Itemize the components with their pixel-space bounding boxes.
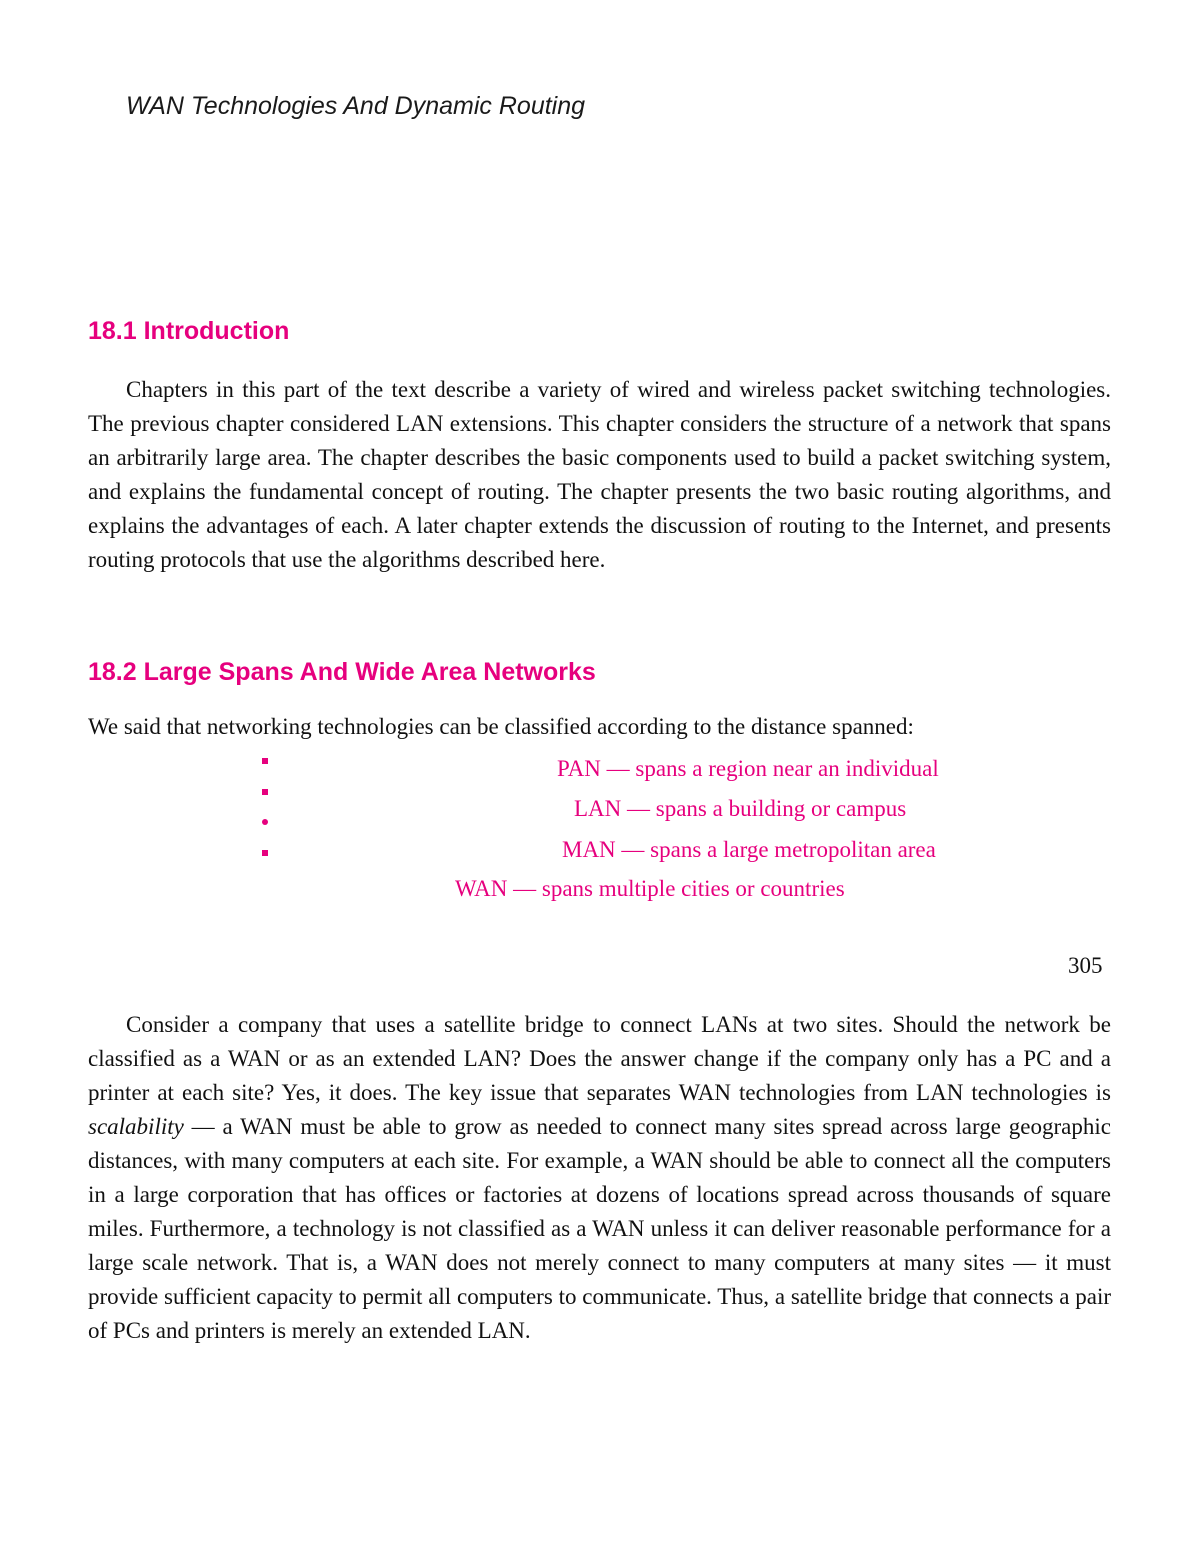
introduction-paragraph: Chapters in this part of the text describe a variety of wired and wireless packet switching technologies. The previous chapter considered LAN extensions. This chapter considers the structure of a network that spans an arbitrarily large area. The chapter describes the basic components used to build a packet switching system, and explains the fundamental concept of routing. The chapter presents the two basic routing algorithms, and explains the advantages of each. A later chapter extends the discussion of routing to the Internet, and presents routing protocols that use the algorithms described here. [88,377,1111,572]
span-item-pan: PAN — spans a region near an individual [557,756,939,781]
emphasis-scalability: scalability [88,1114,184,1139]
paragraph-text: Consider a company that uses a satellite bridge to connect LANs at two sites. Should the network be classified as a WAN or as an extended LAN? Does the answer change if the company only has a PC and a printer at each site? Yes, it does. The key issue that separates WAN technologies from LAN technologies is [88,1012,1111,1105]
scalability-paragraph [88,1008,1111,1348]
span-item-wan: WAN — spans multiple cities or countries [455,876,845,901]
bullet-marker [262,758,268,764]
paragraph-text: — a WAN must be able to grow as needed to connect many sites spread across large geographic distances, with many computers at each site. For example, a WAN should be able to connect all the computers in a large corporation that has offices or factories at dozens of locations spread across thousands of square miles. Furthermore, a technology is not classified as a WAN unless it can deliver reasonable performance for a large scale network. That is, a WAN does not merely connect to many computers at many sites — it must provide sufficient capacity to permit all computers to communicate. Thus, a satellite bridge that connects a pair of PCs and printers is merely an extended LAN. [88,1114,1111,1343]
section-heading-introduction: 18.1 Introduction [88,317,290,345]
section-heading-large-spans: 18.2 Large Spans And Wide Area Networks [88,658,596,686]
spans-intro-paragraph: We said that networking technologies can be classified according to the distance spanned: [88,714,914,739]
bullet-marker [262,819,268,825]
running-head: WAN Technologies And Dynamic Routing [126,92,586,120]
span-item-lan: LAN — spans a building or campus [574,796,907,821]
bullet-marker [262,850,268,856]
bullet-marker [262,789,268,795]
page-number: 305 [1068,953,1103,978]
span-item-man: MAN — spans a large metropolitan area [562,837,936,862]
